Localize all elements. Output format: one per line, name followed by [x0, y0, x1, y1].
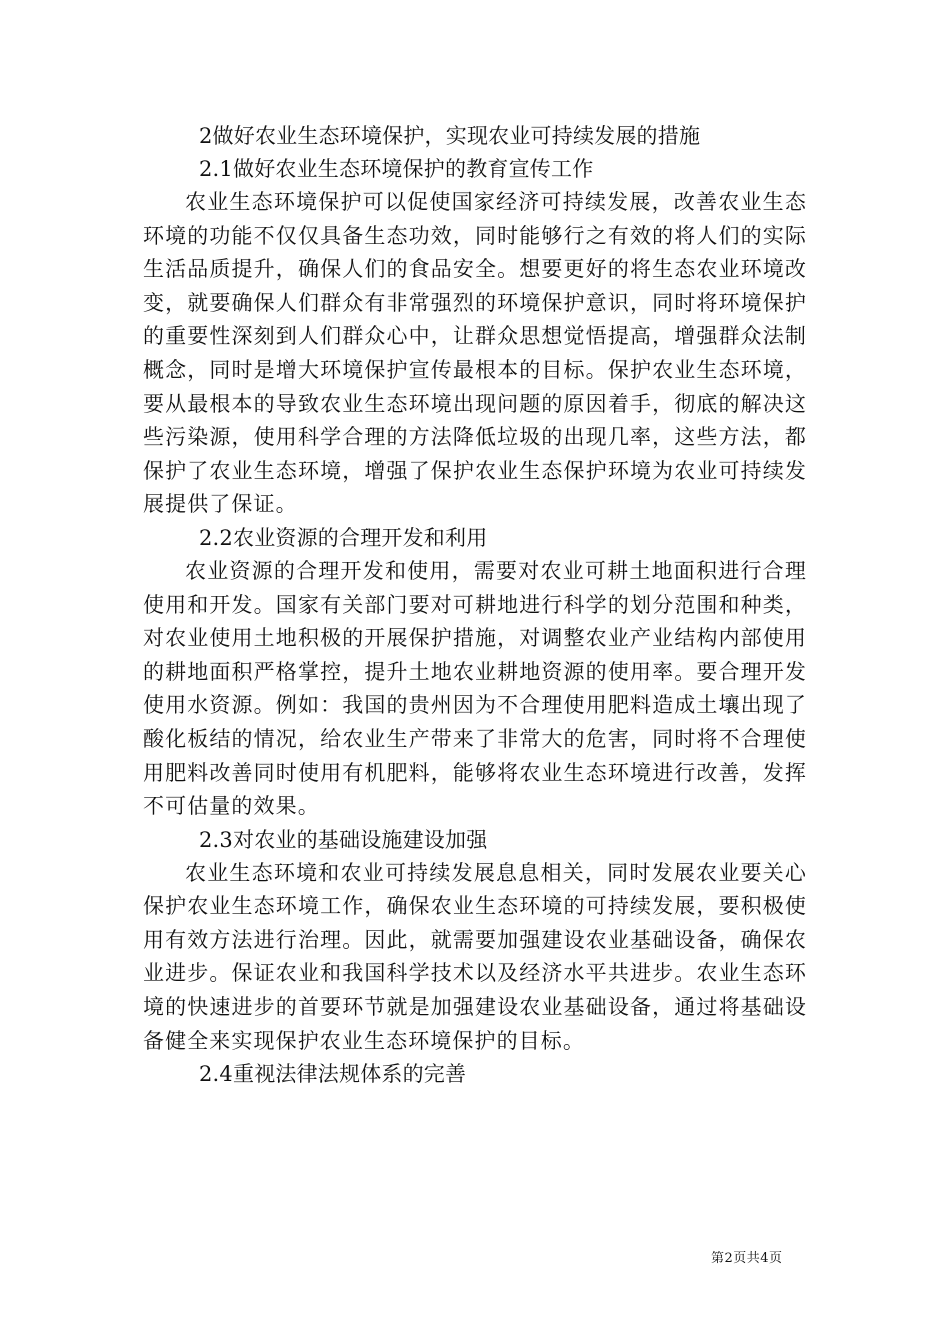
page-number-footer: 第2页共4页 — [711, 1251, 783, 1266]
subsection-heading-2-2: 2.2农业资源的合理开发和利用 — [199, 525, 488, 550]
paragraph-2-1: 农业生态环境保护可以促使国家经济可持续发展，改善农业生态环境的功能不仅仅具备生态功效，同时能够行之有效的将人们的实际生活品质提升，确保人们的食品安全。想要更好的将生态农业环境改变，就要确保人们群众有非常强烈的环境保护意识，同时将环境保护的重要性深刻到人们群众心中，让群众思想觉悟提高，增强群众法制概念，同时是增大环境保护宣传最根本的目标。保护农业生态环境，要从最根本的导致农业生态环境出现问题的原因着手，彻底的解决这些污染源，使用科学合理的方法降低垃圾的出现几率，这些方法，都保护了农业生态环境，增强了保护农业生态保护环境为农业可持续发展提供了保证。 — [143, 190, 807, 517]
document-body — [143, 120, 807, 1091]
subsection-heading-2-4: 2.4重视法律法规体系的完善 — [199, 1062, 467, 1087]
subsection-heading-2-3: 2.3对农业的基础设施建设加强 — [199, 827, 488, 852]
subsection-heading-2-1: 2.1做好农业生态环境保护的教育宣传工作 — [199, 157, 594, 181]
paragraph-2-3: 农业生态环境和农业可持续发展息息相关，同时发展农业要关心保护农业生态环境工作，确保农业生态环境的可持续发展，要积极使用有效方法进行治理。因此，就需要加强建设农业基础设备，确保农业进步。保证农业和我国科学技术以及经济水平共进步。农业生态环境的快速进步的首要环节就是加强建设农业基础设备，通过将基础设备健全来实现保护农业生态环境保护的目标。 — [143, 860, 807, 1053]
section-heading: 2做好农业生态环境保护，实现农业可持续发展的措施 — [199, 124, 701, 148]
paragraph-2-2: 农业资源的合理开发和使用，需要对农业可耕土地面积进行合理使用和开发。国家有关部门要对可耕地进行科学的划分范围和种类，对农业使用土地积极的开展保护措施，对调整农业产业结构内部使用的耕地面积严格掌控，提升土地农业耕地资源的使用率。要合理开发使用水资源。例如：我国的贵州因为不合理使用肥料造成土壤出现了酸化板结的情况，给农业生产带来了非常大的危害，同时将不合理使用肥料改善同时使用有机肥料，能够将农业生态环境进行改善，发挥不可估量的效果。 — [143, 558, 807, 819]
